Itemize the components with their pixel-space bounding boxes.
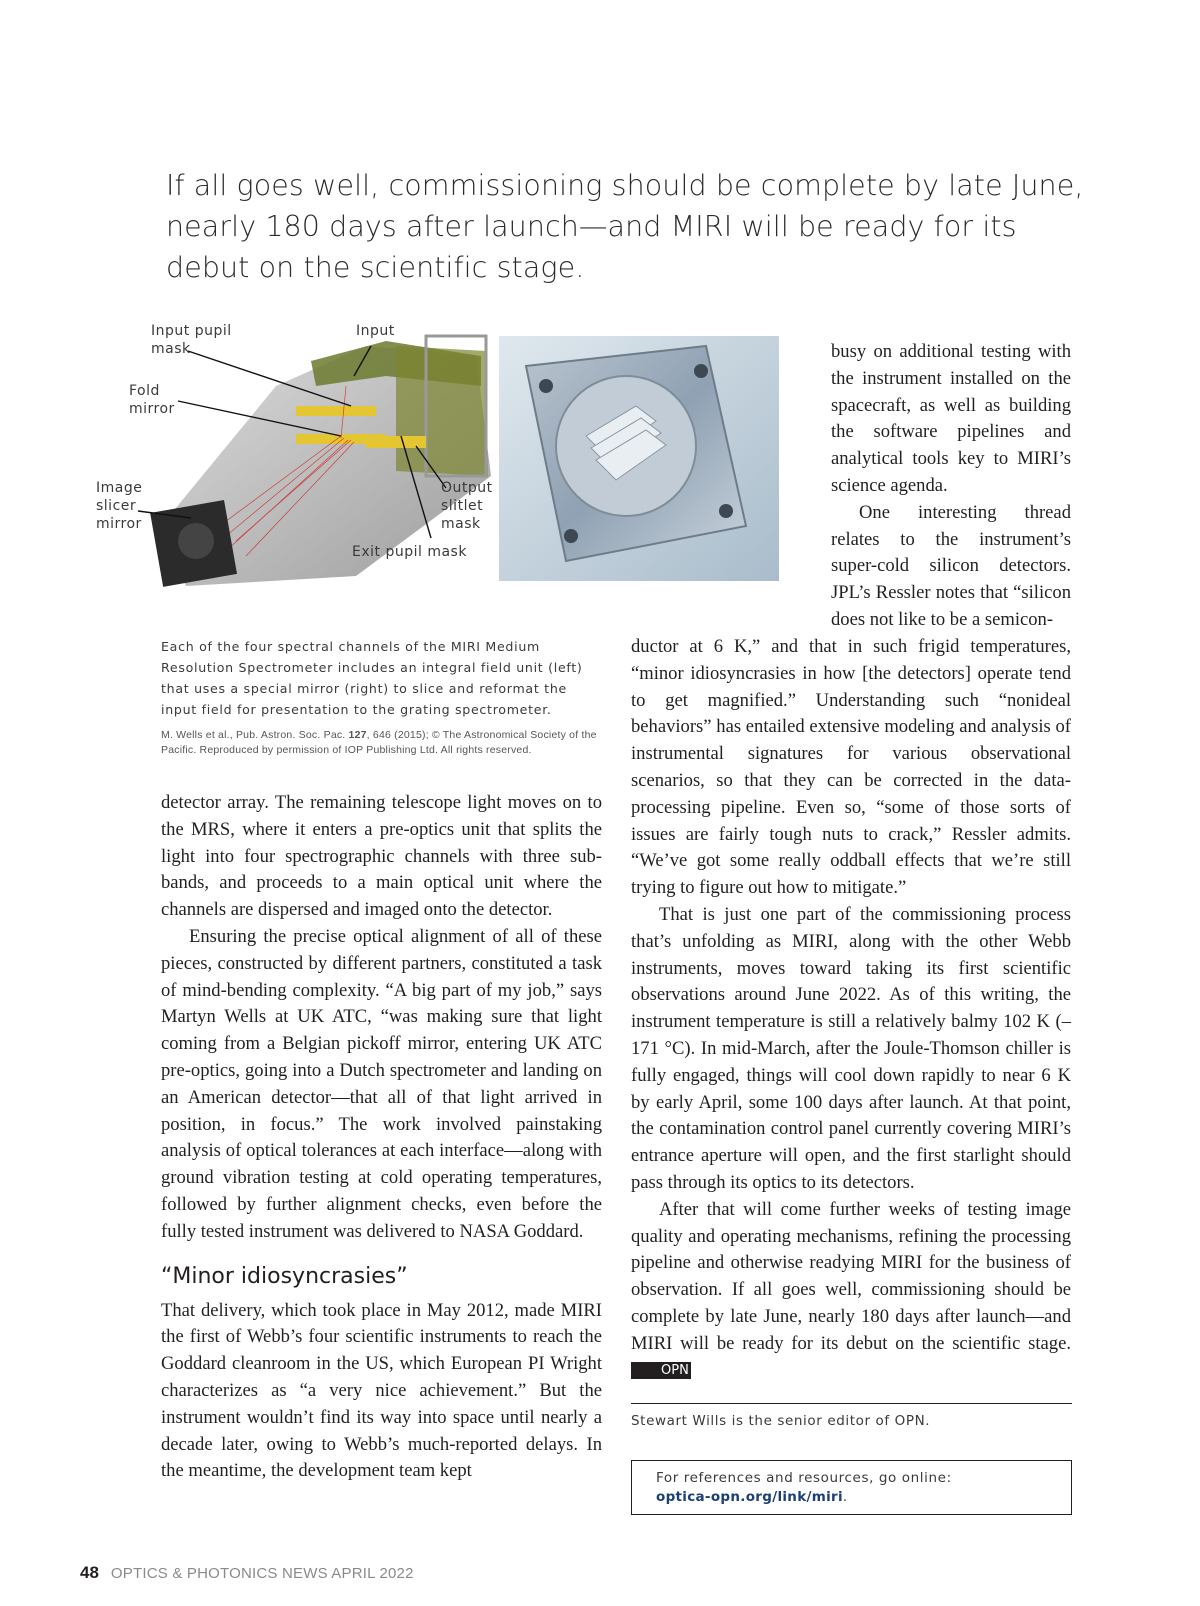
paragraph: busy on additional testing with the instrument installed on the spacecraft, as well as building the software pipelines and analytical tools key to MIRI’s science agenda. xyxy=(831,341,1071,496)
magazine-name: OPTICS & PHOTONICS NEWS APRIL 2022 xyxy=(110,1565,414,1582)
divider xyxy=(631,1403,1072,1404)
right-column-top xyxy=(831,339,1071,634)
label-output-slitlet-mask: Output slitlet mask xyxy=(441,480,493,532)
label-fold-mirror: Fold mirror xyxy=(129,383,175,417)
figure-credit xyxy=(161,728,601,758)
opn-end-mark: OPN xyxy=(631,1362,691,1379)
paragraph-text: After that will come further weeks of testing image quality and operating mechanisms, refining the processing pipeline and otherwise readying MIRI for the business of observation. If all goes well, commissioning should be complete by late June, nearly 180 days after launch—and MIRI will be ready for its debut on the scientific stage. xyxy=(631,1198,1071,1354)
references-box xyxy=(631,1460,1072,1515)
page-number: 48 xyxy=(80,1563,99,1582)
paragraph: detector array. The remaining telescope light moves on to the MRS, where it enters a pre-optics unit that splits the light into four spectrographic channels with three sub-bands, and proceeds to a main optical unit where the channels are dispersed and imaged onto the detector. xyxy=(161,792,602,921)
page-footer xyxy=(80,1563,414,1583)
ifu-diagram-illustration xyxy=(96,326,796,626)
credit-text: M. Wells et al., Pub. Astron. Soc. Pac. xyxy=(161,729,349,741)
section-heading: “Minor idiosyncrasies” xyxy=(161,1263,408,1289)
paragraph: Ensuring the precise optical alignment of all of these pieces, constructed by different partners, constituted a task of mind-bending complexity. “A big part of my job,” says Martyn Wells at UK ATC, “was making sure that light coming from a Belgian pickoff mirror, entering UK ATC pre-optics, going into a Dutch spectrometer and landing on an American detector—that all of that light arrived in position, in focus.” The work involved painstaking analysis of optical tolerances at each interface—along with ground vibration testing at cold operating temperatures, followed by further alignment checks, even before the fully tested instrument was delivered to NASA Goddard. xyxy=(161,925,602,1242)
paragraph: ductor at 6 K,” and that in such frigid temperatures, “minor idiosyncrasies in how [the detectors] operate tend to get magnified.” Understanding such “nonideal behaviors” has entailed extensive modeling and analysis of instrumental signatures for various observational scenarios, so that they can be corrected in the data-processing pipeline. Even so, “some of those sorts of issues are fairly tough nuts to crack,” Ressler admits. “We’ve got some really oddball effects that we’re still trying to figure out how to mitigate.” xyxy=(631,636,1071,899)
author-note: Stewart Wills is the senior editor of OPN. xyxy=(631,1413,931,1429)
credit-text-rest: , 646 (2015); © The Astronomical Society of the Pacific. Reproduced by permission of IOP Publishing Ltd. All rights reserved. xyxy=(161,729,597,756)
label-input: Input xyxy=(356,323,395,339)
paragraph: That is just one part of the commissioning process that’s unfolding as MIRI, along with the other Webb instruments, moves toward taking its first scientific observations around June 2022. As of this writing, the instrument temperature is still a relatively balmy 102 K (–171 °C). In mid-March, after the Joule-Thomson chiller is fully engaged, things will cool down rapidly to near 6 K by early April, some 100 days after launch. At that point, the contamination control panel currently covering MIRI’s entrance aperture will open, and the first starlight should pass through its optics to its detectors. xyxy=(631,903,1071,1193)
credit-volume: 127 xyxy=(348,729,367,741)
paragraph: That delivery, which took place in May 2012, made MIRI the first of Webb’s four scientific instruments to reach the Goddard cleanroom in the US, which European PI Wright characterizes as “a very nice achievement.” But the instrument wouldn’t find its way into space until nearly a decade later, owing to Webb’s much-reported delays. In the meantime, the development team kept xyxy=(161,1299,602,1482)
label-image-slicer-mirror: Image slicer mirror xyxy=(96,480,143,532)
label-input-pupil-mask: Input pupil mask xyxy=(151,323,232,357)
paragraph: One interesting thread relates to the instrument’s super-cold silicon detectors. JPL’s Ressler notes that “silicon does not like to be a semicon- xyxy=(831,501,1071,630)
link-period: . xyxy=(842,1489,848,1505)
label-exit-pupil-mask: Exit pupil mask xyxy=(352,544,467,560)
paragraph-last xyxy=(631,1197,1071,1385)
references-text: For references and resources, go online: xyxy=(656,1470,952,1486)
references-link-line xyxy=(656,1488,1047,1507)
references-link[interactable]: optica-opn.org/link/miri xyxy=(656,1489,843,1505)
figure-caption: Each of the four spectral channels of the MIRI Medium Resolution Spectrometer includes an integral field unit (left) that uses a special mirror (right) to slice and reformat the input field for presentation to the grating spectrometer. xyxy=(161,639,583,717)
figure xyxy=(96,323,796,626)
pull-quote: If all goes well, commissioning should be complete by late June, nearly 180 days after launch—and MIRI will be ready for its debut on the scientific stage. xyxy=(166,169,1084,284)
left-column xyxy=(161,790,602,1485)
right-column xyxy=(631,634,1071,1384)
